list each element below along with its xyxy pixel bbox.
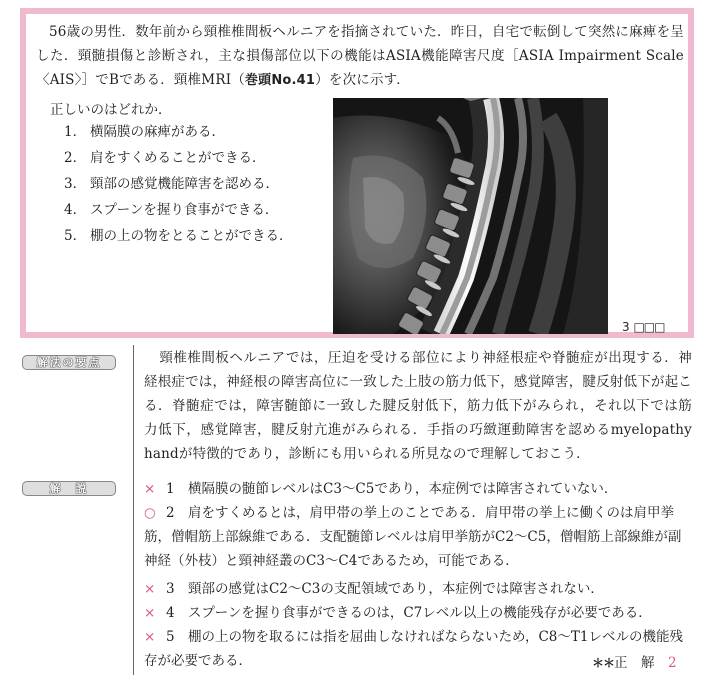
choice-3[interactable]	[64, 172, 279, 192]
explanation-number: 3	[166, 581, 175, 597]
incorrect-mark-icon: ×	[144, 581, 156, 597]
explanation-item-2	[144, 501, 692, 573]
choice-text: 肩をすくめることができる．	[90, 150, 266, 166]
section-divider	[133, 345, 134, 675]
choice-number: 2．	[64, 150, 87, 166]
explanation-text: 頸部の感覚はC2～C3の支配領域であり，本症例では障害されない．	[188, 581, 604, 597]
key-points-label: 解法の要点	[36, 356, 102, 369]
cervical-mri-image	[333, 98, 608, 334]
answer-line	[592, 651, 677, 671]
question-box	[20, 8, 694, 338]
choice-1[interactable]	[64, 120, 225, 140]
explanation-badge	[22, 481, 116, 496]
choice-text: スプーンを握り食事ができる．	[90, 202, 279, 218]
incorrect-mark-icon: ×	[144, 629, 156, 645]
question-prompt: 正しいのはどれか．	[50, 102, 172, 118]
incorrect-mark-icon: ×	[144, 605, 156, 621]
explanation-label: 解 説	[49, 482, 89, 495]
choice-number: 4．	[64, 202, 87, 218]
question-number-value: 3	[622, 320, 630, 334]
choice-2[interactable]	[64, 146, 266, 166]
explanation-number: 5	[166, 629, 175, 645]
explanation-number: 4	[166, 605, 175, 621]
stem-text: 56歳の男性．数年前から頸椎椎間板ヘルニアを指摘されていた．昨日，自宅で転倒して突然に麻痺を呈した．頸髄損傷と診断され，主な損傷部位以下の機能はASIA機能障害尺度［ASIA Impairment Scale〈AIS〉］でBである．頸椎MRI（	[36, 24, 684, 88]
explanation-item-1	[144, 477, 692, 501]
question-number	[622, 320, 664, 334]
answer-value: 2	[668, 655, 677, 671]
choice-number: 5．	[64, 228, 87, 244]
mri-illustration	[333, 98, 608, 334]
check-boxes[interactable]: □□□	[633, 320, 665, 334]
choice-5[interactable]	[64, 224, 293, 244]
choice-text: 頸部の感覚機能障害を認める．	[90, 176, 279, 192]
figure-reference: 巻頭No.41	[244, 73, 316, 88]
choice-number: 1．	[64, 124, 87, 140]
answer-stars: ＊＊	[592, 656, 615, 670]
explanation-item-3	[144, 577, 692, 601]
key-points-body: 頸椎椎間板ヘルニアでは，圧迫を受ける部位により神経根症や脊髄症が出現する．神経根症では，神経根の障害高位に一致した上肢の筋力低下，感覚障害，腱反射低下が起こる．脊髄症では，障害髄節に一致した腱反射低下，筋力低下がみられ，それ以下では筋力低下，感覚障害，腱反射亢進がみられる．手指の巧緻運動障害を認めるmyelopathy handが特徴的であり，診断にも用いられる所見なので理解しておこう．	[144, 350, 692, 462]
explanation-text: 横隔膜の髄節レベルはC3～C5であり，本症例では障害されていない．	[188, 481, 618, 497]
explanation-text: 棚の上の物を取るには指を屈曲しなければならないため，C8～T1レベルの機能残存が必要である．	[144, 629, 683, 669]
correct-mark-icon: ○	[144, 505, 156, 521]
stem-text-end: ）を次に示す．	[315, 72, 410, 88]
choice-text: 横隔膜の麻痺がある．	[90, 124, 225, 140]
explanation-text: 肩をすくめるとは，肩甲帯の挙上のことである．肩甲帯の挙上に働くのは肩甲挙筋，僧帽筋上部線維である．支配髄節レベルは肩甲挙筋がC2～C5，僧帽筋上部線維が副神経（外枝）と頸神経叢のC3～C4であるため，可能である．	[144, 505, 682, 569]
explanation-text: スプーンを握り食事ができるのは，C7レベル以上の機能残存が必要である．	[188, 605, 652, 621]
explanation-item-4	[144, 601, 692, 625]
choice-number: 3．	[64, 176, 87, 192]
key-points-badge	[22, 355, 116, 370]
choice-4[interactable]	[64, 198, 278, 218]
answer-label: 正 解	[614, 655, 655, 671]
choice-text: 棚の上の物をとることができる．	[90, 228, 293, 244]
explanation-number: 1	[166, 481, 175, 497]
question-stem	[36, 20, 684, 93]
key-points-text	[144, 346, 692, 466]
incorrect-mark-icon: ×	[144, 481, 156, 497]
explanation-number: 2	[166, 505, 175, 521]
